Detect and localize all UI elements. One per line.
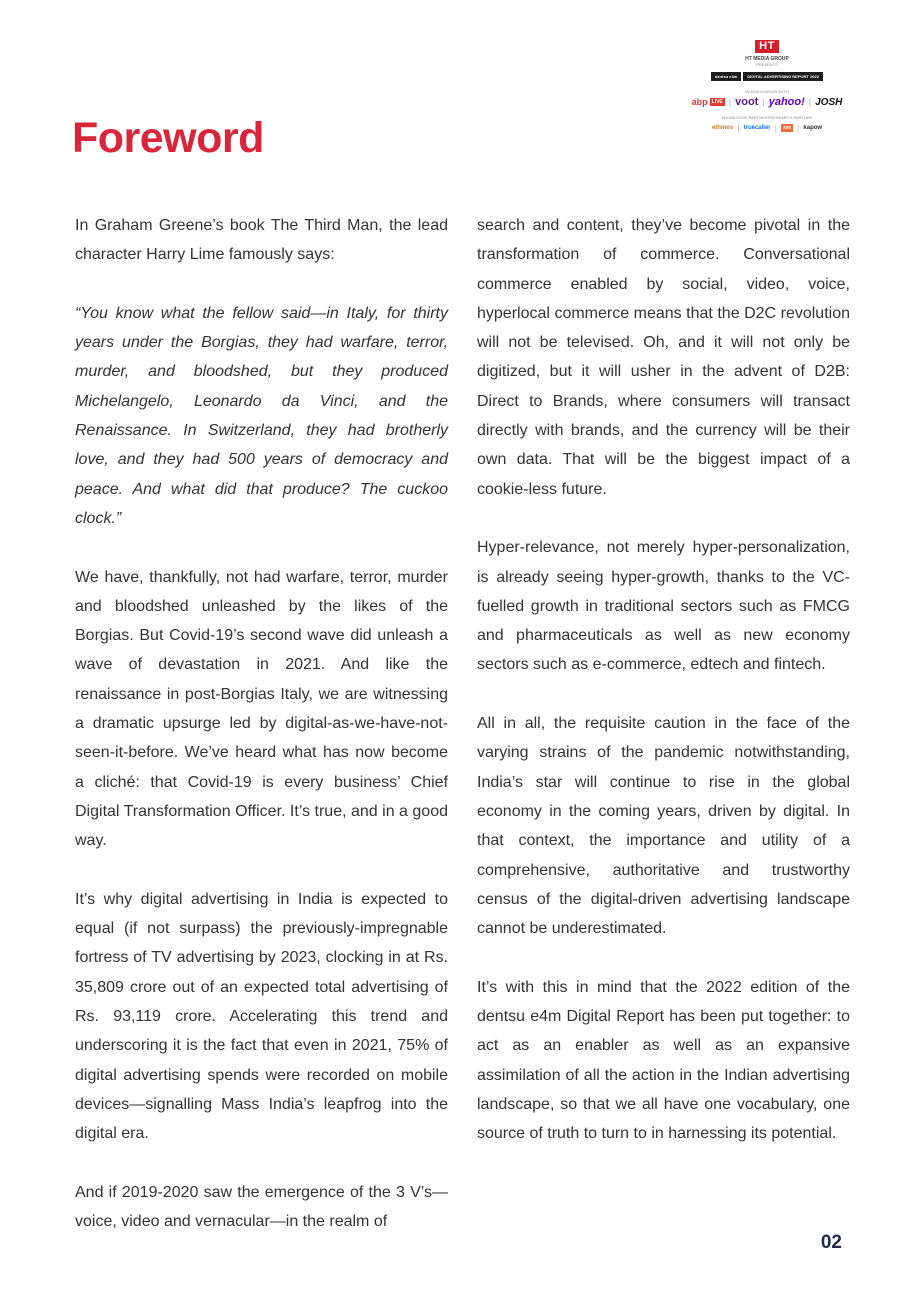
paragraph: We have, thankfully, not had warfare, terror, murder and bloodshed unleashed by the likes of the Borgias. But Covid-19’s second wave did unleash a wave of devastation in 2021. And like the renaissance in post-Borgias Italy, we are witnessing a dramatic upsurge led by digital-as-we-have-not-seen-it-before. We’ve heard what has now become a cliché: that Covid-19 is every business’ Chief Digital Transformation Officer. It’s true, and in a good way.	[75, 568, 448, 850]
paragraph: And if 2019-2020 saw the emergence of the 3 V’s—voice, video and vernacular—in the realm of	[75, 1183, 448, 1231]
abp-live-badge: LIVE	[711, 99, 723, 105]
partner-labels	[682, 115, 852, 120]
association-label: IN ASSOCIATION WITH	[745, 89, 789, 94]
partner-logos	[682, 36, 852, 140]
knowledge-partners-label: KNOWLEDGE PARTNERS	[721, 115, 771, 120]
divider: |	[797, 123, 800, 133]
kapow-logo: kapow	[803, 125, 823, 131]
ht-media-group-label: HT MEDIA GROUP	[745, 56, 789, 62]
partner-brand-logos	[682, 122, 852, 134]
page-number: 02	[820, 1232, 842, 1253]
zee-logo: zee	[782, 125, 792, 131]
abp-logo: abp	[691, 97, 708, 107]
divider: |	[728, 97, 732, 107]
right-column	[477, 211, 850, 1149]
ht-logo	[682, 38, 852, 54]
divider: |	[774, 123, 777, 133]
paragraph: It’s why digital advertising in India is expected to equal (if not surpass) the previously-impregnable fortress of TV advertising by 2023, clocking in at Rs. 35,809 crore out of an expected total advertising of Rs. 93,119 crore. Accelerating this trend and underscoring it is the fact that even in 2021, 75% of digital advertising spends were recorded on mobile devices—signalling Mass India’s leapfrog into the digital era.	[75, 890, 448, 1143]
ht-mark: HT	[755, 40, 779, 53]
report-brand: dentsu e4m	[711, 72, 741, 81]
divider: |	[737, 123, 740, 133]
report-title: DIGITAL ADVERTISING REPORT 2022	[743, 72, 823, 81]
ethinos-logo: ethinos	[711, 125, 734, 131]
sponsor-logos	[682, 95, 852, 109]
voot-logo: voot	[735, 96, 759, 108]
report-badge	[682, 68, 852, 84]
paragraph: All in all, the requisite caution in the face of the varying strains of the pandemic notwithstanding, India’s star will continue to rise in the global economy in the coming years, driven by digital. In that context, the importance and utility of a comprehensive, authoritative and trustworthy census of the digital-driven advertising landscape cannot be underestimated.	[477, 715, 850, 938]
paragraph: search and content, they’ve become pivotal in the transformation of commerce. Conversational commerce enabled by social, video, voice, hyperlocal commerce means that the D2C revolution will not be televised. Oh, and it will not only be digitized, but it will usher in the advent of D2B: Direct to Brands, where consumers will transact directly with brands, and the currency will be their own data. That will be the biggest impact of a cookie-less future.	[477, 217, 850, 498]
page-title: Foreword	[72, 114, 264, 162]
presents-label: PRESENTS	[756, 62, 778, 67]
yahoo-logo: yahoo!	[768, 96, 805, 108]
paragraph: Hyper-relevance, not merely hyper-personalization, is already seeing hyper-growth, thanks to the VC-fuelled growth in traditional sectors such as FMCG and pharmaceuticals as well as new economy sectors such as e-commerce, edtech and fintech.	[477, 539, 850, 674]
paragraph: It’s with this in mind that the 2022 edition of the dentsu e4m Digital Report has been put together: to act as an enabler as well as an expansive assimilation of all the action in the Indian advertising landscape, so that we all have one vocabulary, one source of truth to turn to in harnessing its potential.	[477, 978, 850, 1143]
truecaller-logo: truecaller	[743, 125, 771, 131]
divider: |	[762, 97, 765, 107]
paragraph: In Graham Greene’s book The Third Man, the lead character Harry Lime famously says:	[75, 217, 448, 264]
divider: |	[808, 97, 812, 107]
josh-logo: JOSH	[815, 96, 843, 108]
left-column	[75, 211, 448, 1236]
research-partner-label: RESEARCH PARTNER	[770, 115, 813, 120]
quote-paragraph: “You know what the fellow said—in Italy, for thirty years under the Borgias, they had warfare, terror, murder, and bloodshed, but they produced Michelangelo, Leonardo da Vinci, and the Renaissance. In Switzerland, they had brotherly love, and they had 500 years of democracy and peace. And what did that produce? The cuckoo clock.”	[75, 304, 448, 527]
